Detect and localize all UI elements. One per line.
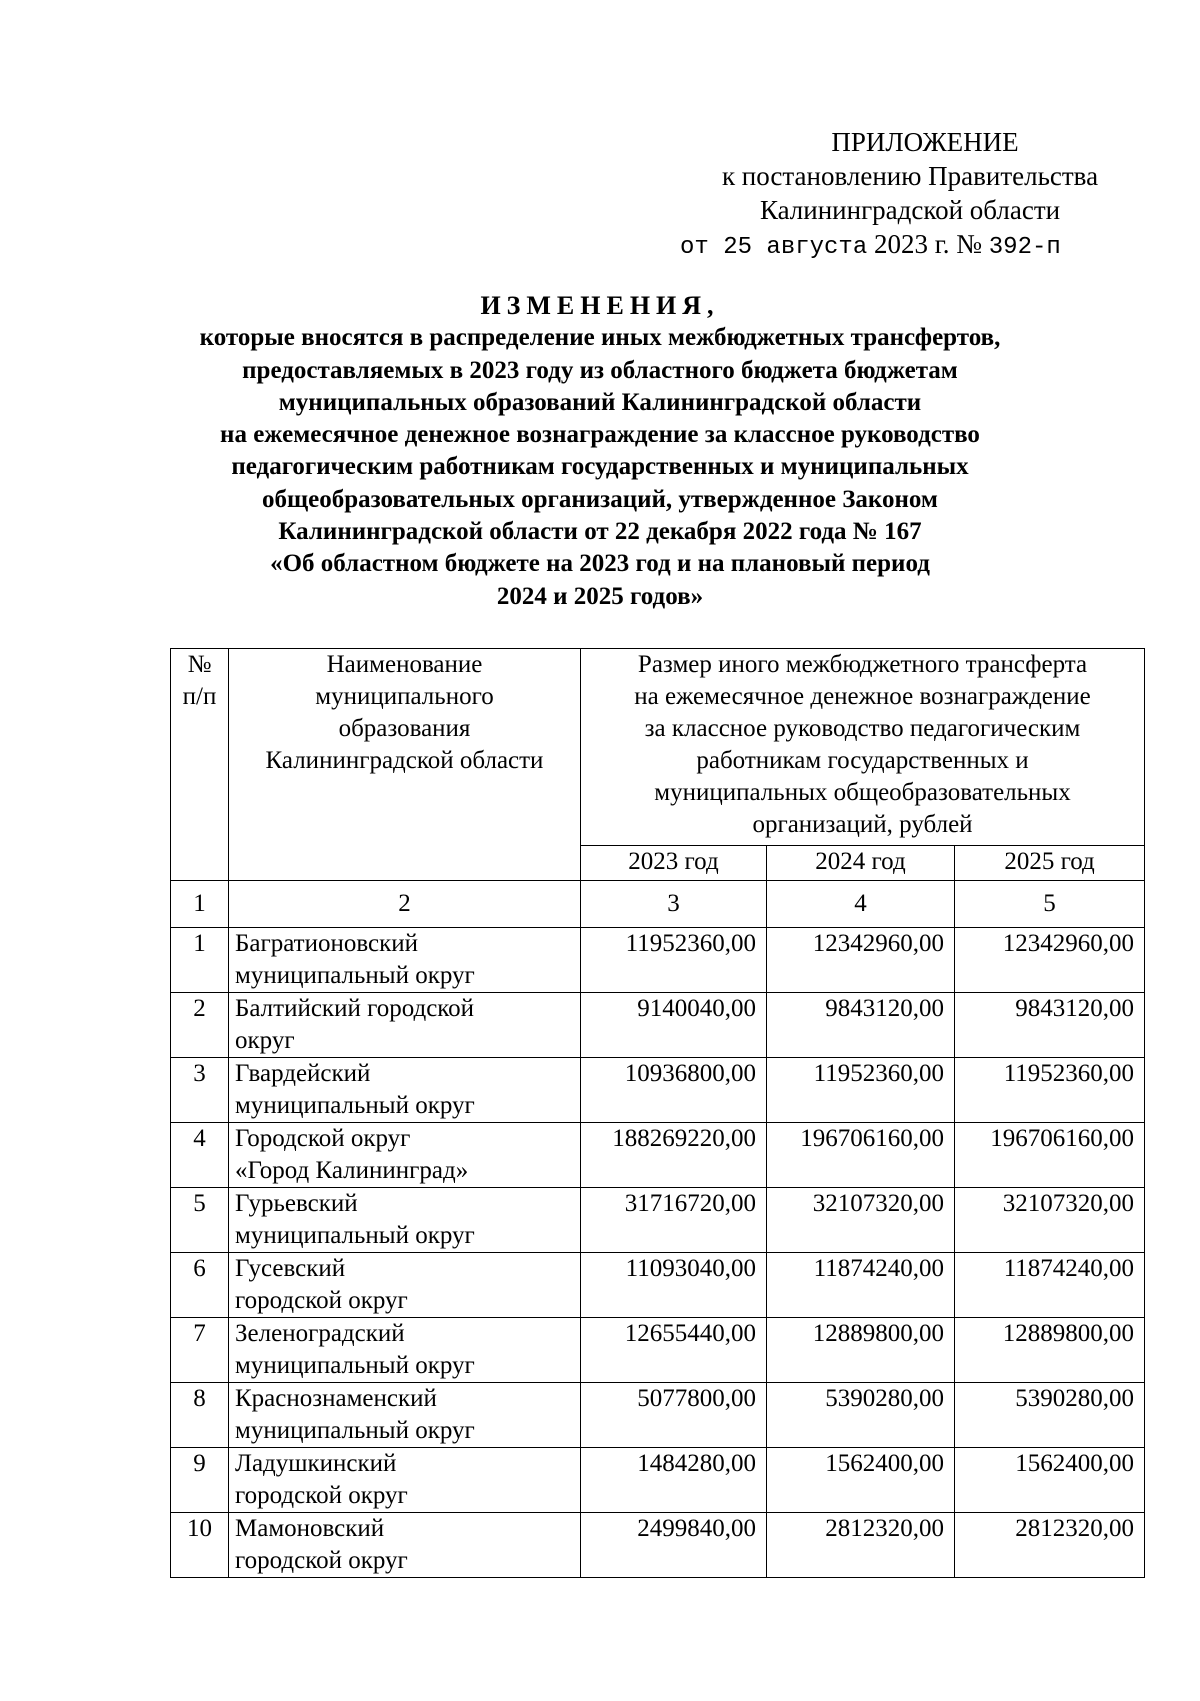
table-row — [171, 928, 1145, 993]
header-name-line: образования — [338, 715, 471, 742]
title-line: «Об областном бюджете на 2023 год и на плановый период — [270, 550, 930, 578]
value-2024: 32107320,00 — [767, 1188, 955, 1253]
table-row — [171, 1123, 1145, 1188]
header-amount-line: муниципальных общеобразовательных — [654, 779, 1071, 806]
header-amount-line: организаций, рублей — [752, 811, 973, 838]
value-2024: 12342960,00 — [767, 928, 955, 993]
header-amount-line: за классное руководство педагогическим — [644, 715, 1081, 742]
row-number: 8 — [171, 1383, 229, 1448]
municipality-name — [229, 1383, 581, 1448]
appendix-date: от 25 августа — [680, 234, 868, 261]
value-2023: 11952360,00 — [581, 928, 767, 993]
value-2024: 5390280,00 — [767, 1383, 955, 1448]
appendix-date-line — [650, 227, 1170, 265]
appendix-title: ПРИЛОЖЕНИЕ — [831, 127, 1019, 157]
value-2023: 31716720,00 — [581, 1188, 767, 1253]
row-number: 5 — [171, 1188, 229, 1253]
title-line: педагогическим работникам государственных и муниципальных — [231, 453, 969, 481]
row-number: 1 — [171, 928, 229, 993]
municipality-name-line-2: округ — [235, 1027, 295, 1054]
municipality-name — [229, 993, 581, 1058]
municipality-name — [229, 1513, 581, 1578]
title-heading: ИЗМЕНЕНИЯ, — [480, 291, 720, 320]
header-year-2025: 2025 год — [955, 846, 1145, 881]
table-row — [171, 1188, 1145, 1253]
municipality-name-line-1: Гусевский — [235, 1255, 346, 1282]
table-row — [171, 1513, 1145, 1578]
value-2025: 196706160,00 — [955, 1123, 1145, 1188]
header-number-line: п/п — [182, 683, 217, 710]
value-2025: 11874240,00 — [955, 1253, 1145, 1318]
value-2023: 9140040,00 — [581, 993, 767, 1058]
municipality-name-line-2: «Город Калининград» — [235, 1157, 469, 1184]
municipality-name-line-2: муниципальный округ — [235, 962, 475, 989]
municipality-name-line-2: муниципальный округ — [235, 1352, 475, 1379]
header-amount — [581, 649, 1145, 846]
value-2024: 2812320,00 — [767, 1513, 955, 1578]
municipality-name — [229, 1318, 581, 1383]
municipality-name-line-1: Балтийский городской — [235, 995, 475, 1022]
column-number: 2 — [229, 881, 581, 928]
table-row — [171, 993, 1145, 1058]
municipality-name-line-1: Зеленоградский — [235, 1320, 405, 1347]
value-2023: 188269220,00 — [581, 1123, 767, 1188]
header-name-line: Наименование — [326, 651, 483, 678]
municipality-name-line-1: Мамоновский — [235, 1515, 385, 1542]
value-2023: 1484280,00 — [581, 1448, 767, 1513]
municipality-name-line-1: Гвардейский — [235, 1060, 371, 1087]
municipality-name-line-2: муниципальный округ — [235, 1417, 475, 1444]
table-row — [171, 1448, 1145, 1513]
header-name — [229, 649, 581, 881]
table-row — [171, 1383, 1145, 1448]
row-number: 4 — [171, 1123, 229, 1188]
row-number: 9 — [171, 1448, 229, 1513]
value-2024: 9843120,00 — [767, 993, 955, 1058]
header-year-2024: 2024 год — [767, 846, 955, 881]
transfers-table — [170, 648, 1145, 1578]
title-line: 2024 и 2025 годов» — [496, 582, 704, 610]
municipality-name — [229, 1253, 581, 1318]
row-number: 6 — [171, 1253, 229, 1318]
value-2024: 11874240,00 — [767, 1253, 955, 1318]
municipality-name-line-2: городской округ — [235, 1287, 408, 1314]
header-year-2023: 2023 год — [581, 846, 767, 881]
value-2023: 11093040,00 — [581, 1253, 767, 1318]
municipality-name-line-1: Гурьевский — [235, 1190, 358, 1217]
table-row — [171, 1318, 1145, 1383]
header-number — [171, 649, 229, 881]
appendix-line-3: Калининградской области — [759, 195, 1061, 225]
document-title — [100, 290, 1100, 613]
header-name-line: муниципального — [315, 683, 494, 710]
appendix-number: 392-п — [988, 234, 1061, 261]
column-number: 1 — [171, 881, 229, 928]
column-number: 4 — [767, 881, 955, 928]
row-number: 2 — [171, 993, 229, 1058]
value-2024: 196706160,00 — [767, 1123, 955, 1188]
title-line: муниципальных образований Калининградской области — [278, 388, 922, 416]
header-amount-line: работникам государственных и — [696, 747, 1029, 774]
value-2025: 12342960,00 — [955, 928, 1145, 993]
title-line: которые вносятся в распределение иных межбюджетных трансфертов, — [199, 324, 1001, 352]
title-line: общеобразовательных организаций, утвержденное Законом — [262, 485, 938, 513]
value-2025: 2812320,00 — [955, 1513, 1145, 1578]
municipality-name-line-1: Багратионовский — [235, 930, 418, 957]
municipality-name-line-1: Краснознаменский — [235, 1385, 437, 1412]
table-row — [171, 1058, 1145, 1123]
row-number: 10 — [171, 1513, 229, 1578]
value-2025: 9843120,00 — [955, 993, 1145, 1058]
municipality-name — [229, 1188, 581, 1253]
value-2024: 12889800,00 — [767, 1318, 955, 1383]
column-number: 5 — [955, 881, 1145, 928]
header-name-line: Калининградской области — [265, 747, 544, 774]
appendix-block — [650, 125, 1170, 265]
municipality-name-line-1: Городской округ — [235, 1125, 411, 1152]
title-line: на ежемесячное денежное вознаграждение за классное руководство — [220, 421, 980, 449]
value-2023: 2499840,00 — [581, 1513, 767, 1578]
municipality-name-line-2: муниципальный округ — [235, 1092, 475, 1119]
municipality-name — [229, 1448, 581, 1513]
header-amount-line: на ежемесячное денежное вознаграждение — [634, 683, 1091, 710]
value-2025: 12889800,00 — [955, 1318, 1145, 1383]
municipality-name — [229, 1123, 581, 1188]
value-2023: 5077800,00 — [581, 1383, 767, 1448]
value-2024: 1562400,00 — [767, 1448, 955, 1513]
municipality-name — [229, 1058, 581, 1123]
column-number: 3 — [581, 881, 767, 928]
row-number: 3 — [171, 1058, 229, 1123]
title-line: Калининградской области от 22 декабря 2022 года № 167 — [278, 518, 922, 546]
municipality-name-line-2: муниципальный округ — [235, 1222, 475, 1249]
header-number-line: № — [187, 651, 212, 678]
table-row — [171, 1253, 1145, 1318]
value-2023: 10936800,00 — [581, 1058, 767, 1123]
value-2023: 12655440,00 — [581, 1318, 767, 1383]
value-2025: 32107320,00 — [955, 1188, 1145, 1253]
municipality-name-line-1: Ладушкинский — [235, 1450, 397, 1477]
municipality-name — [229, 928, 581, 993]
appendix-year: 2023 г. № — [873, 229, 983, 259]
row-number: 7 — [171, 1318, 229, 1383]
value-2024: 11952360,00 — [767, 1058, 955, 1123]
header-amount-line: Размер иного межбюджетного трансферта — [637, 651, 1088, 678]
municipality-name-line-2: городской округ — [235, 1482, 408, 1509]
value-2025: 11952360,00 — [955, 1058, 1145, 1123]
value-2025: 5390280,00 — [955, 1383, 1145, 1448]
value-2025: 1562400,00 — [955, 1448, 1145, 1513]
appendix-line-2: к постановлению Правительства — [721, 161, 1099, 191]
municipality-name-line-2: городской округ — [235, 1547, 408, 1574]
title-line: предоставляемых в 2023 году из областного бюджета бюджетам — [242, 356, 958, 384]
